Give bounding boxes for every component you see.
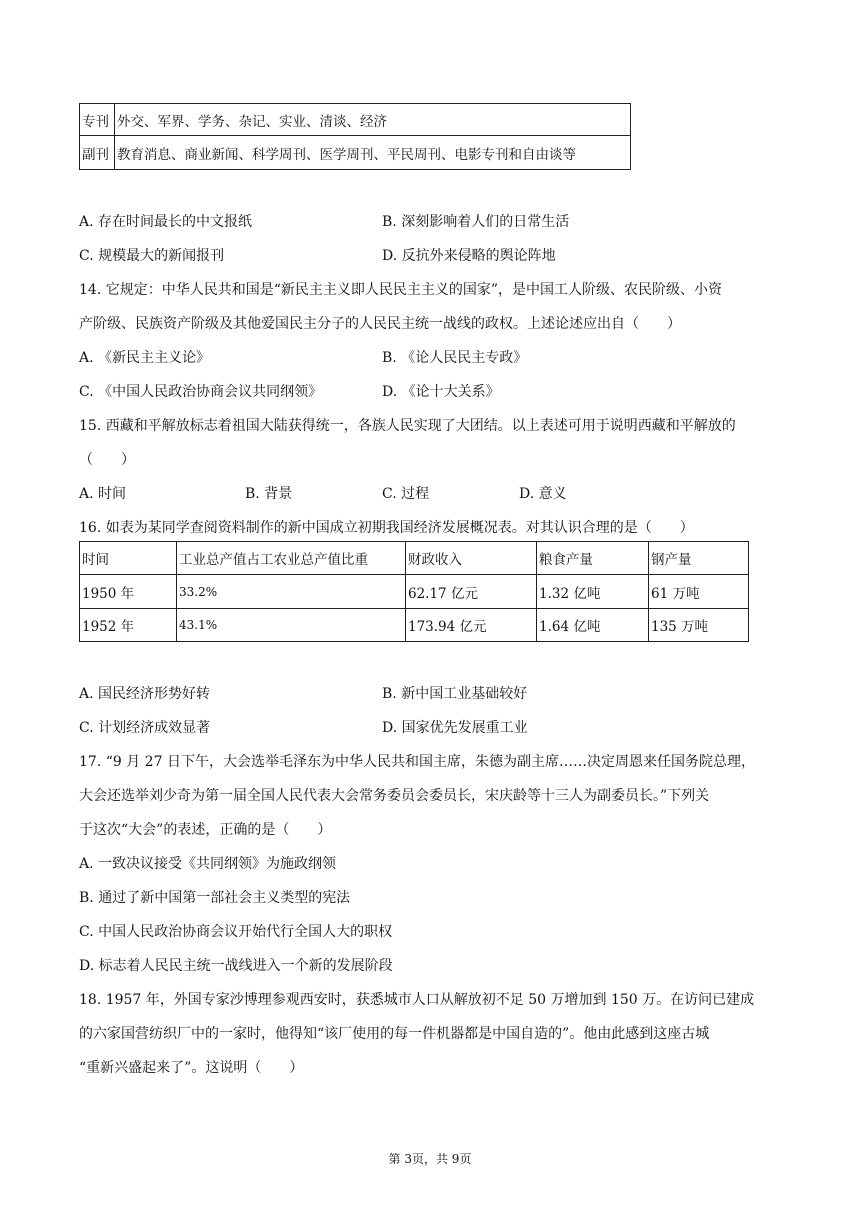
table-row [80, 104, 631, 136]
q17-option-c[interactable]: C. 中国人民政治协商会议开始代行全国人大的职权 [79, 924, 393, 940]
table-header-cell: 粮食产量 [537, 542, 649, 575]
q16-option-d[interactable]: D. 国家优先发展重工业 [382, 720, 528, 736]
table-header-row [80, 542, 749, 575]
table-header-cell: 财政收入 [406, 542, 537, 575]
q17-stem-line: 大会还选举刘少奇为第一届全国人民代表大会常务委员会委员长，宋庆龄等十三人为副委员长。”下列关 [79, 788, 710, 804]
q15-stem-line: 15. 西藏和平解放标志着祖国大陆获得统一，各族人民实现了大团结。以上表述可用于说明西藏和平解放的 [79, 418, 736, 434]
economy-table [79, 541, 749, 642]
table-cell: 1.64 亿吨 [537, 609, 649, 642]
table-cell: 1952 年 [80, 609, 177, 642]
q14-option-d[interactable]: D. 《论十大关系》 [382, 384, 500, 400]
q16-option-c[interactable]: C. 计划经济成效显著 [79, 720, 211, 736]
q16-option-b[interactable]: B. 新中国工业基础较好 [382, 686, 528, 702]
q14-option-b[interactable]: B. 《论人民民主专政》 [382, 350, 528, 366]
table-row [80, 609, 749, 642]
q15-stem-line: （ ） [79, 452, 135, 468]
table-cell: 135 万吨 [649, 609, 749, 642]
table-cell-label: 副刊 [80, 136, 115, 170]
q14-option-a[interactable]: A. 《新民主主义论》 [79, 350, 211, 366]
q14-stem-line: 14. 它规定：中华人民共和国是“新民主主义即人民民主主义的国家”，是中国工人阶级、农民阶级、小资 [79, 282, 723, 298]
table-header-cell: 钢产量 [649, 542, 749, 575]
q15-option-a[interactable]: A. 时间 [79, 486, 127, 502]
page-footer: 第 3页，共 9页 [388, 1152, 472, 1166]
q18-stem-line: 18. 1957 年，外国专家沙博理参观西安时，获悉城市人口从解放初不足 50 万增加到 150 万。在访问已建成 [79, 992, 755, 1008]
table-cell-content: 外交、军界、学务、杂记、实业、清谈、经济 [115, 104, 631, 136]
q17-stem-line: 17. “9 月 27 日下午，大会选举毛泽东为中华人民共和国主席，朱德为副主席……决定周恩来任国务院总理， [79, 754, 755, 770]
q15-option-b[interactable]: B. 背景 [245, 486, 293, 502]
q17-option-b[interactable]: B. 通过了新中国第一部社会主义类型的宪法 [79, 890, 351, 906]
table-header-cell: 时间 [80, 542, 177, 575]
table-cell: 62.17 亿元 [406, 575, 537, 609]
q13-option-a[interactable]: A. 存在时间最长的中文报纸 [79, 214, 253, 230]
table-row [80, 136, 631, 170]
q16-stem-line: 16. 如表为某同学查阅资料制作的新中国成立初期我国经济发展概况表。对其认识合理的是（ ） [79, 520, 694, 536]
q14-option-c[interactable]: C. 《中国人民政治协商会议共同纲领》 [79, 384, 323, 400]
table-cell-label: 专刊 [80, 104, 115, 136]
q18-stem-line: 的六家国营纺织厂中的一家时，他得知“该厂使用的每一件机器都是中国自造的”。他由此感到这座古城 [79, 1026, 710, 1042]
q14-stem-line: 产阶级、民族资产阶级及其他爱国民主分子的人民民主统一战线的政权。上述论述应出自（ ） [79, 316, 681, 332]
table-cell: 33.2% [177, 575, 406, 609]
table-cell-content: 教育消息、商业新闻、科学周刊、医学周刊、平民周刊、电影专刊和自由谈等 [115, 136, 631, 170]
table-row [80, 575, 749, 609]
q17-option-d[interactable]: D. 标志着人民民主统一战线进入一个新的发展阶段 [79, 958, 393, 974]
q13-option-c[interactable]: C. 规模最大的新闻报刊 [79, 248, 225, 264]
q15-option-c[interactable]: C. 过程 [382, 486, 430, 502]
table-cell: 61 万吨 [649, 575, 749, 609]
q17-stem-line: 于这次“大会”的表述，正确的是（ ） [79, 822, 332, 838]
q18-stem-line: “重新兴盛起来了”。这说明（ ） [79, 1060, 304, 1076]
q17-option-a[interactable]: A. 一致决议接受《共同纲领》为施政纲领 [79, 856, 337, 872]
q16-option-a[interactable]: A. 国民经济形势好转 [79, 686, 211, 702]
table-cell: 173.94 亿元 [406, 609, 537, 642]
table-cell: 43.1% [177, 609, 406, 642]
table-cell: 1950 年 [80, 575, 177, 609]
q15-option-d[interactable]: D. 意义 [519, 486, 567, 502]
q13-option-d[interactable]: D. 反抗外来侵略的舆论阵地 [382, 248, 556, 264]
q13-option-b[interactable]: B. 深刻影响着人们的日常生活 [382, 214, 570, 230]
table-header-cell: 工业总产值占工农业总产值比重 [177, 542, 406, 575]
newspaper-columns-table [79, 103, 631, 170]
table-cell: 1.32 亿吨 [537, 575, 649, 609]
